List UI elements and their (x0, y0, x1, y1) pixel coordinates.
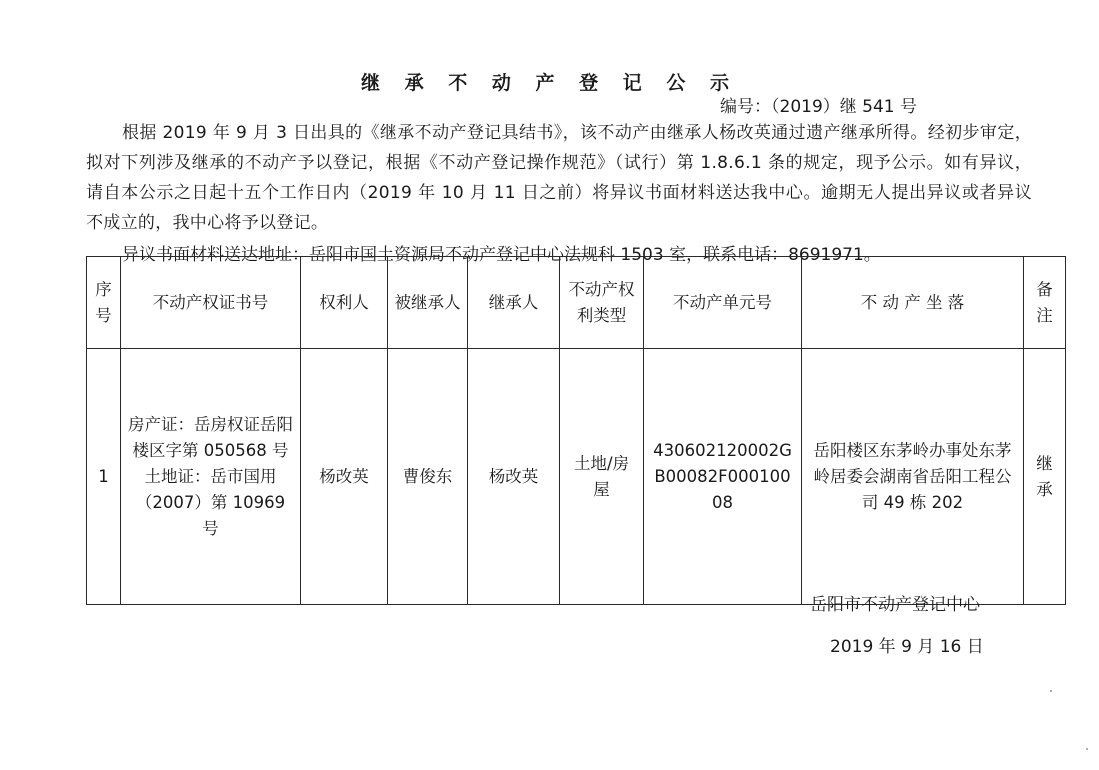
cell-location: 岳阳楼区东茅岭办事处东茅岭居委会湖南省岳阳工程公司 49 栋 202 (802, 349, 1024, 605)
cell-right-type: 土地/房屋 (560, 349, 644, 605)
cell-seq: 1 (87, 349, 121, 605)
notice-body: 根据 2019 年 9 月 3 日出具的《继承不动产登记具结书》，该不动产由继承人杨改英通过遗产继承所得。经初步审定， 拟对下列涉及继承的不动产予以登记，根据《不动产登记操作规范》（试行）第 1.8.6.1 条的规定，现予公示。如有异议，请自本公示之日起十五个工作日内（2019 年 10 月 11 日之前）将异议书面材料送达我中心。逾期无人提出异议或者异议不成立的，我中心将予以登记。 (86, 123, 1032, 233)
scan-speck (1050, 690, 1052, 692)
cell-remark: 继承 (1024, 349, 1066, 605)
header-decedent: 被继承人 (388, 257, 468, 349)
header-holder: 权利人 (301, 257, 388, 349)
table-row (87, 349, 1066, 605)
objection-address: 异议书面材料送达地址：岳阳市国土资源局不动产登记中心法规科 1503 室，联系电话：8691971。 (122, 245, 881, 265)
header-remark: 备注 (1024, 257, 1066, 349)
header-unit-no: 不动产单元号 (644, 257, 802, 349)
document-number: 编号：（2019）继 541 号 (720, 97, 918, 117)
cert-house: 房产证：岳房权证岳阳楼区字第 050568 号 (128, 414, 293, 460)
scan-speck (1086, 748, 1088, 750)
issuing-organization: 岳阳市不动产登记中心 (810, 595, 980, 615)
header-seq: 序号 (87, 257, 121, 349)
cell-cert-no (121, 349, 301, 605)
cell-decedent: 曹俊东 (388, 349, 468, 605)
cert-land: 土地证：岳市国用（2007）第 10969 号 (135, 466, 286, 538)
header-heir: 继承人 (468, 257, 560, 349)
registration-table (86, 256, 1066, 605)
notice-title: 继 承 不 动 产 登 记 公 示 (361, 72, 738, 94)
header-cert-no: 不动产权证书号 (121, 257, 301, 349)
cell-holder: 杨改英 (301, 349, 388, 605)
cell-unit-no: 430602120002GB00082F00010008 (644, 349, 802, 605)
table-header-row (87, 257, 1066, 349)
header-right-type: 不动产权利类型 (560, 257, 644, 349)
issue-date: 2019 年 9 月 16 日 (830, 637, 984, 657)
header-location: 不 动 产 坐 落 (802, 257, 1024, 349)
cell-heir: 杨改英 (468, 349, 560, 605)
